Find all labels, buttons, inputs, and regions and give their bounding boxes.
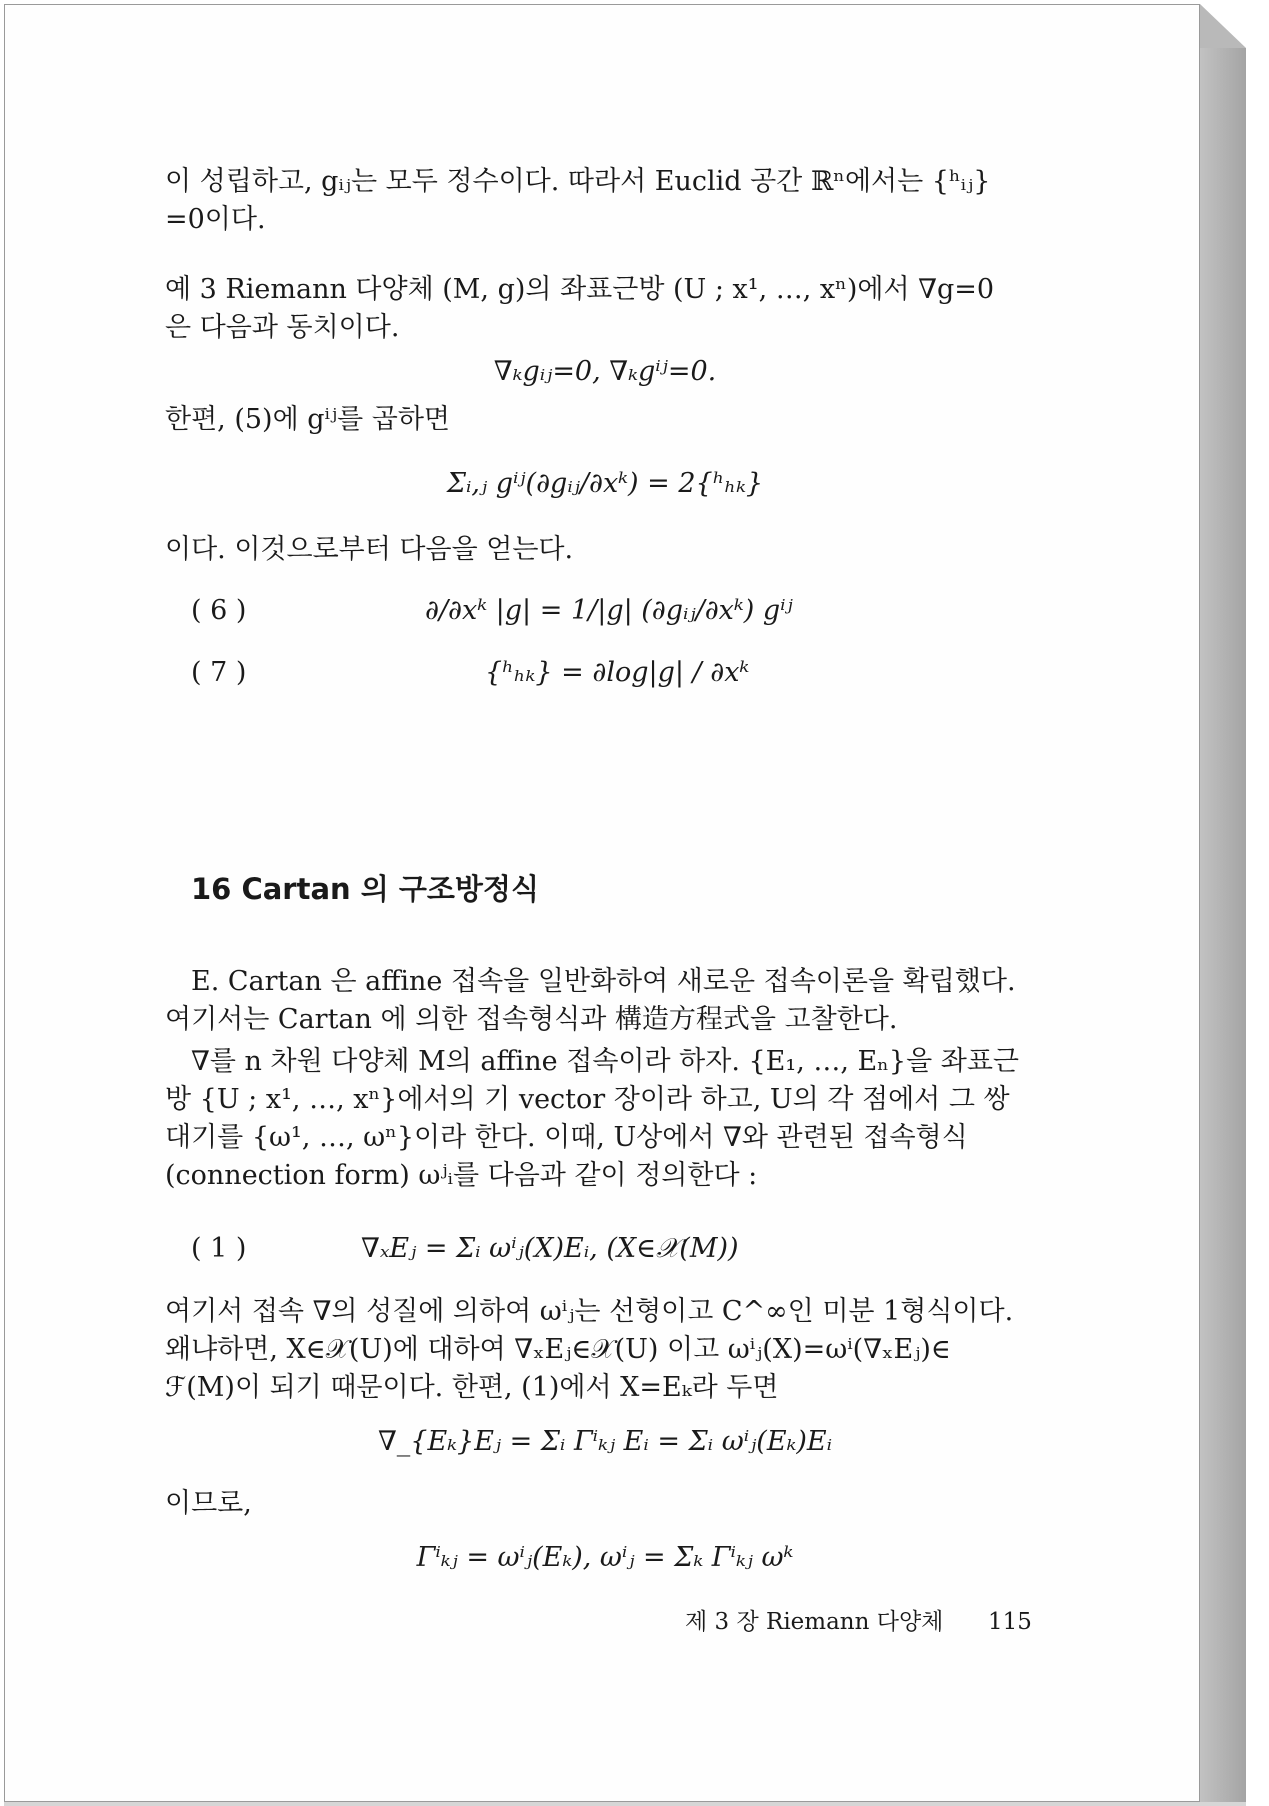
paragraph-line: 여기서 접속 ∇의 성질에 의하여 ωⁱⱼ는 선형이고 C^∞인 미분 1형식이다.: [165, 1296, 1014, 1327]
paragraph-line: 방 {U ; x¹, …, xⁿ}에서의 기 vector 장이라 하고, U의 각 점에서 그 쌍: [165, 1084, 1010, 1115]
paragraph-line: 여기서는 Cartan 에 의한 접속형식과 構造方程式을 고찰한다.: [165, 1004, 898, 1035]
page-edge-shadow-top: [1200, 4, 1246, 48]
equation: Σᵢ,ⱼ gⁱʲ(∂gᵢⱼ/∂xᵏ) = 2{ʰₕₖ}: [446, 468, 764, 499]
example-heading-line: 예 3 Riemann 다양체 (M, g)의 좌표근방 (U ; x¹, …, xⁿ)에서 ∇g=0: [165, 274, 995, 305]
paragraph-line: ℱ(M)이 되기 때문이다. 한편, (1)에서 X=Eₖ라 두면: [165, 1372, 779, 1403]
paragraph-line: 대기를 {ω¹, …, ωⁿ}이라 한다. 이때, U상에서 ∇와 관련된 접속형식: [165, 1122, 968, 1153]
page-edge-shadow-bottom: [4, 1802, 1246, 1806]
section-heading: 16 Cartan 의 구조방정식: [191, 872, 539, 906]
page-footer: [685, 1603, 1032, 1636]
paragraph-line: 왜냐하면, X∈𝒳(U)에 대하여 ∇ₓEⱼ∈𝒳(U) 이고 ωⁱⱼ(X)=ωⁱ(∇ₓEⱼ)∈: [165, 1334, 951, 1365]
footer-chapter: 제 3 장 Riemann 다양체: [685, 1609, 944, 1635]
paragraph-line: (connection form) ωʲᵢ를 다음과 같이 정의한다 :: [165, 1160, 758, 1191]
equation: ∇ₖgᵢⱼ=0, ∇ₖgⁱʲ=0.: [493, 356, 717, 387]
page-number: 115: [988, 1609, 1032, 1635]
equation-number: ( 1 ): [191, 1233, 247, 1264]
text-line: =0이다.: [165, 204, 266, 235]
page-edge-shadow: [1200, 48, 1246, 1802]
equation-number: ( 7 ): [191, 657, 247, 688]
equation: ∇_{Eₖ}Eⱼ = Σᵢ Γⁱₖⱼ Eᵢ = Σᵢ ωⁱⱼ(Eₖ)Eᵢ: [377, 1426, 833, 1457]
equation: ∂/∂xᵏ |g| = 1/|g| (∂gᵢⱼ/∂xᵏ) gⁱʲ: [425, 595, 793, 626]
paragraph-line: ∇를 n 차원 다양체 M의 affine 접속이라 하자. {E₁, …, Eₙ}을 좌표근: [191, 1046, 1019, 1077]
document-page: [4, 4, 1200, 1802]
text-line: 이다. 이것으로부터 다음을 얻는다.: [165, 534, 574, 565]
paragraph-line: E. Cartan 은 affine 접속을 일반화하여 새로운 접속이론을 확립했다.: [191, 966, 1016, 997]
text-line: 이 성립하고, gᵢⱼ는 모두 정수이다. 따라서 Euclid 공간 ℝⁿ에서는 {ʰᵢⱼ}: [165, 166, 991, 197]
equation: {ʰₕₖ} = ∂log|g| / ∂xᵏ: [485, 657, 750, 688]
equation: Γⁱₖⱼ = ωⁱⱼ(Eₖ), ωⁱⱼ = Σₖ Γⁱₖⱼ ωᵏ: [416, 1542, 794, 1573]
text-line: 이므로,: [165, 1488, 252, 1519]
text-line: 한편, (5)에 gⁱʲ를 곱하면: [165, 404, 450, 435]
equation-number: ( 6 ): [191, 595, 247, 626]
text-line: 은 다음과 동치이다.: [165, 312, 400, 343]
equation: ∇ₓEⱼ = Σᵢ ωⁱⱼ(X)Eᵢ, (X∈𝒳(M)): [361, 1233, 739, 1264]
